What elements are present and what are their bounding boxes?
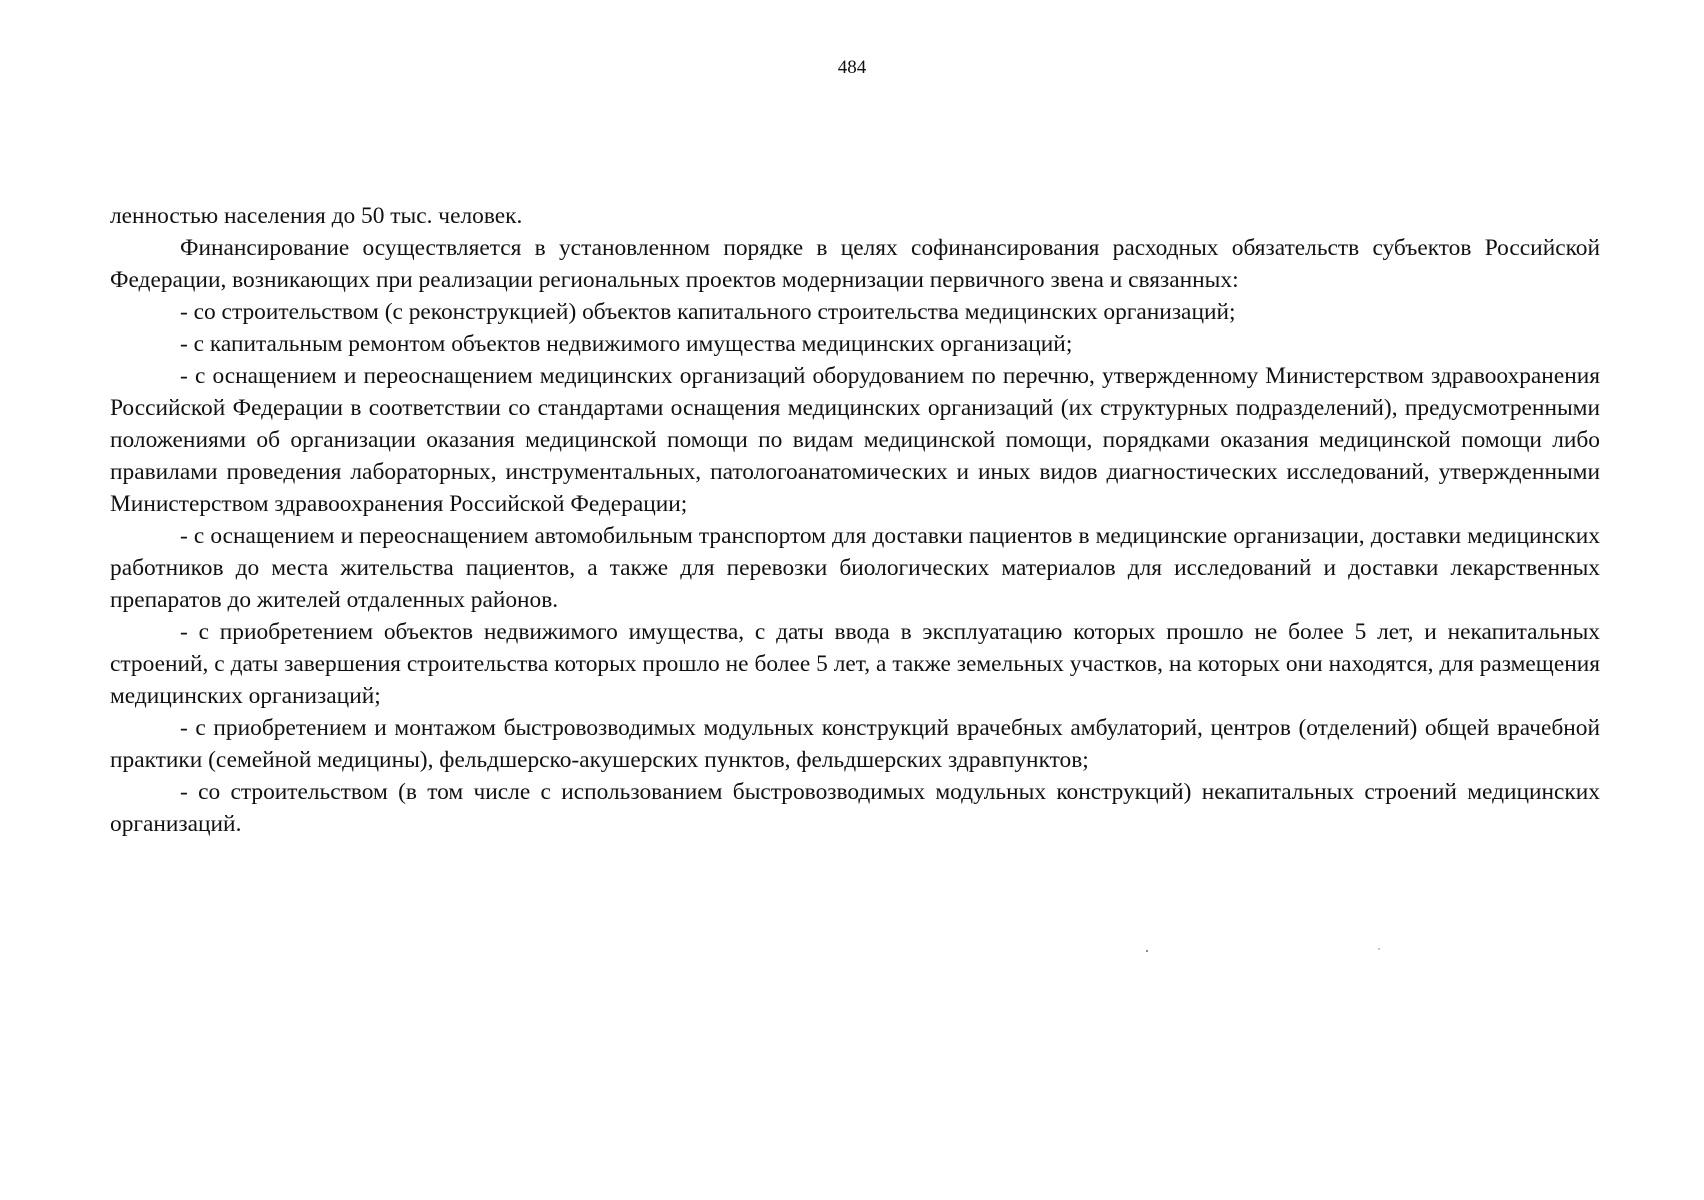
list-item-equipment: - с оснащением и переоснащением медицинских организаций оборудованием по перечню, утвержденному Министерством здравоохранения Российской Федерации в соответствии со стандартами оснащения медицинских организаций (их структурных подразделений), предусмотренными положениями об организации оказания медицинской помощи по видам медицинской помощи, порядками оказания медицинской помощи либо правилами проведения лабораторных, инструментальных, патологоанатомических и иных видов диагностических исследований, утвержденными Министерством здравоохранения Российской Федерации; <box>110 363 1600 517</box>
scan-speck <box>1378 948 1380 950</box>
list-item-modular-structures: - с приобретением и монтажом быстровозводимых модульных конструкций врачебных амбулаторий, центров (отделений) общей врачебной практики (семейной медицины), фельдшерско-акушерских пунктов, фельдшерских здравпунктов; <box>110 715 1600 773</box>
list-item-non-capital-buildings: - со строительством (в том числе с использованием быстровозводимых модульных конструкций) некапитальных строений медицинских организаций. <box>110 779 1600 837</box>
document-body <box>110 200 1600 840</box>
list-item-real-estate: - с приобретением объектов недвижимого имущества, с даты ввода в эксплуатацию которых прошло не более 5 лет, и некапитальных строений, с даты завершения строительства которых прошло не более 5 лет, а также земельных участков, на которых они находятся, для размещения медицинских организаций; <box>110 619 1600 709</box>
list-item-capital-repair: - с капитальным ремонтом объектов недвижимого имущества медицинских организаций; <box>180 331 1073 357</box>
scan-speck <box>1146 950 1148 952</box>
list-item-construction: - со строительством (с реконструкцией) объектов капитального строительства медицинских организаций; <box>180 299 1236 325</box>
paragraph-financing-intro: Финансирование осуществляется в установленном порядке в целях софинансирования расходных обязательств субъектов Российской Федерации, возникающих при реализации региональных проектов модернизации первичного звена и связанных: <box>110 235 1600 293</box>
paragraph-continuation: ленностью населения до 50 тыс. человек. <box>110 203 523 229</box>
page-number: 484 <box>837 57 867 78</box>
list-item-vehicles: - с оснащением и переоснащением автомобильным транспортом для доставки пациентов в медицинские организации, доставки медицинских работников до места жительства пациентов, а также для перевозки биологических материалов для исследований и доставки лекарственных препаратов до жителей отдаленных районов. <box>110 523 1600 613</box>
